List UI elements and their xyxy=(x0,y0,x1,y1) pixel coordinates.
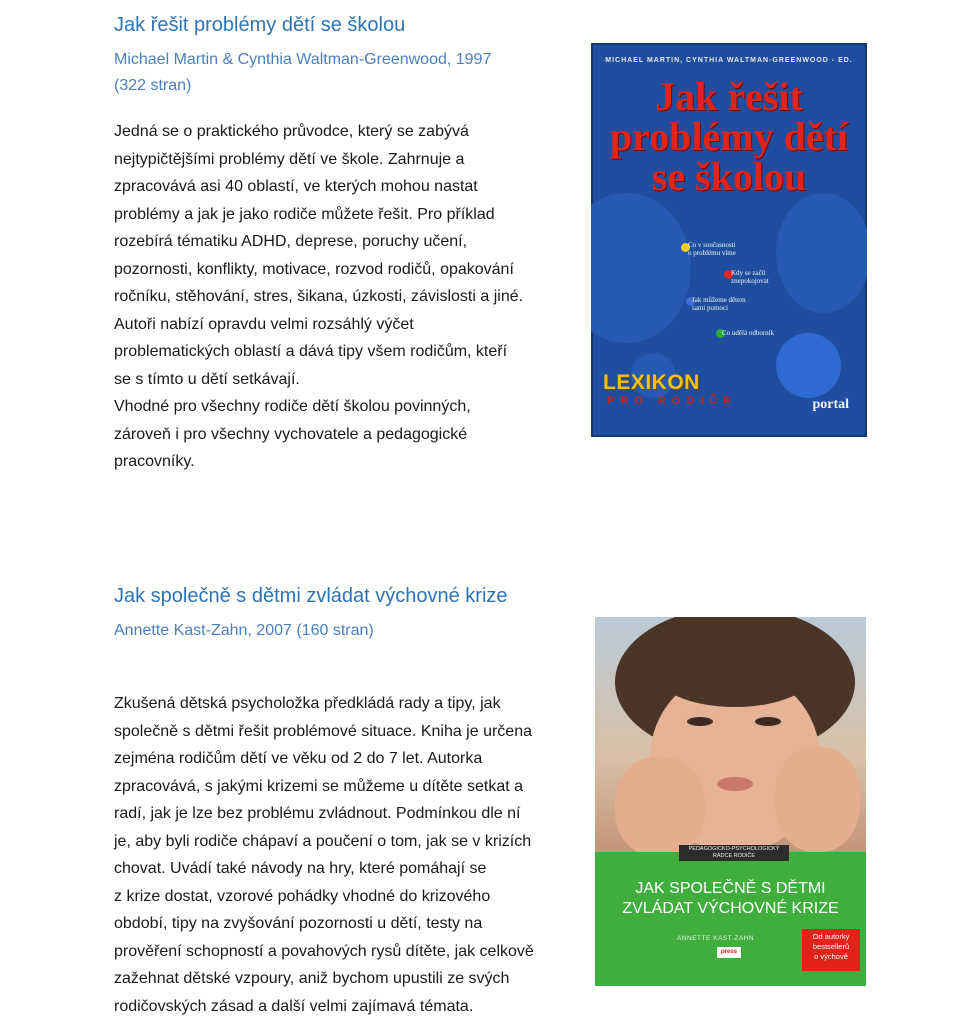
description-line: rodičovských zásad a další velmi zajímavá témata. xyxy=(114,997,474,1015)
child-fringe xyxy=(655,637,815,707)
cover-title-line: se školou xyxy=(651,154,807,199)
description-line: je, aby byli rodiče chápaví a poučení o tom, jak se v krizích xyxy=(114,832,532,850)
cover-series xyxy=(679,845,789,861)
cover-series-line: PEDAGOGICKO-PSYCHOLOGICKÝ xyxy=(688,846,780,852)
description-line: Vhodné pro všechny rodiče dětí školou povinných, xyxy=(114,398,471,415)
cover-bullet-line: o problému víme xyxy=(688,249,736,257)
cover-authors: MICHAEL MARTIN, CYNTHIA WALTMAN-GREENWOOD - ED. xyxy=(605,57,853,64)
book-1-title: Jak řešit problémy dětí se školou xyxy=(114,14,406,36)
book-1-pages: (322 stran) xyxy=(114,77,192,94)
cover-author: ANNETTE KAST-ZAHN xyxy=(677,935,755,942)
cover-bullet xyxy=(722,329,774,337)
badge-line: o výchově xyxy=(814,952,848,961)
description-line: pozornosti, konflikty, motivace, rozvod rodičů, opakování xyxy=(114,260,514,278)
cover-bullet-line: sami pomoci xyxy=(692,304,728,312)
cover-title xyxy=(591,74,867,199)
cover-title-line: Jak řešit xyxy=(655,74,803,119)
description-line: zažehnat dětské vzpoury, aniž bychom upustili ze svých xyxy=(114,970,510,987)
child-eye xyxy=(755,717,781,726)
description-line: společně s dětmi řešit problémové situace. Kniha je určena xyxy=(114,722,532,740)
cover-bullet-line: Kdy se začít xyxy=(731,269,766,277)
cover-bullet xyxy=(731,269,769,285)
cover-title-line: ZVLÁDAT VÝCHOVNÉ KRIZE xyxy=(622,900,839,917)
cover-series-sub: PRO RODIČE xyxy=(607,395,737,407)
description-line: zpracovává, s jakými krizemi se můžeme u dítěte setkat a xyxy=(114,777,524,795)
child-hand xyxy=(615,757,705,857)
publisher-logo: press xyxy=(717,947,741,958)
book-2-authors: Annette Kast-Zahn, 2007 (160 stran) xyxy=(114,622,374,639)
description-line: období, tipy na zvyšování pozornosti u dětí, testy na xyxy=(114,915,483,932)
description-line: zároveň i pro všechny vychovatele a pedagogické xyxy=(114,425,468,443)
description-line: z krize dostat, vzorové pohádky vhodné do krizového xyxy=(114,887,491,905)
description-line: Jedná se o praktického průvodce, který se zabývá xyxy=(114,123,469,140)
description-line: chovat. Uvádí také návody na hry, které pomáhají se xyxy=(114,860,487,877)
cover-bullet-line: Co v současnosti xyxy=(688,241,736,249)
description-line: problematických oblastí a dává tipy všem rodičům, kteří xyxy=(114,343,508,360)
cover-bullet-line: Co udělá odborník xyxy=(722,329,775,337)
cover-title-line: problémy dětí xyxy=(609,114,849,159)
description-line: nejtypičtějšími problémy dětí ve škole. Zahrnuje a xyxy=(114,150,465,168)
badge-line: bestsellerů xyxy=(812,942,850,951)
description-line: Autoři nabízí opravdu velmi rozsáhlý výčet xyxy=(114,315,414,333)
description-line: ročníku, stěhování, stres, šikana, úzkosti, závislosti a jiné. xyxy=(114,288,524,305)
cover-bullet-line: Jak můžeme dětem xyxy=(692,296,746,304)
book-2-cover-image xyxy=(595,617,866,986)
description-line: zpracovává asi 40 oblastí, ve kterých mohou nastat xyxy=(114,178,478,195)
cover-bullet-line: znepokojovat xyxy=(731,277,769,285)
description-line: zejména rodičům dětí ve věku od 2 do 7 let. Autorka xyxy=(114,750,483,767)
description-line: Zkušená dětská psycholožka předkládá rady a tipy, jak xyxy=(114,695,501,712)
cover-series-line: RÁDCE RODIČE xyxy=(712,853,756,859)
description-line: prověření schopností a povahových rysů dítěte, jak celkově xyxy=(114,942,534,960)
book-1-description xyxy=(114,118,584,476)
description-line: se s tímto u dětí setkávají. xyxy=(114,370,300,388)
book-2-description xyxy=(114,690,584,1020)
cover-series-main: LEXIKON xyxy=(603,371,700,394)
cover-shape xyxy=(776,193,867,313)
description-line: pracovníky. xyxy=(114,453,195,470)
book-2-title: Jak společně s dětmi zvládat výchovné krize xyxy=(114,585,508,607)
cover-publisher: portal xyxy=(812,397,849,412)
child-eye xyxy=(687,717,713,726)
child-hand xyxy=(775,747,860,852)
cover-title xyxy=(595,879,866,919)
cover-bullet xyxy=(688,241,736,257)
cover-shape xyxy=(776,333,841,398)
badge-line: Od autorky xyxy=(812,932,850,941)
bestseller-badge xyxy=(802,929,860,971)
description-line: problémy a jak je jako rodiče můžete řešit. Pro příklad xyxy=(114,205,495,223)
cover-bullet xyxy=(692,296,746,312)
cover-shape xyxy=(591,193,691,343)
book-1-authors: Michael Martin & Cynthia Waltman-Greenwood, 1997 xyxy=(114,51,492,68)
description-line: radí, jak je lze bez problému zvládnout. Podmínkou dle ní xyxy=(114,805,521,822)
description-line: rozebírá tématiku ADHD, deprese, poruchy učení, xyxy=(114,233,468,250)
cover-title-line: JAK SPOLEČNĚ S DĚTMI xyxy=(635,880,826,897)
cover-photo xyxy=(595,617,866,852)
child-mouth xyxy=(717,777,753,791)
book-1-cover-image xyxy=(591,43,867,437)
